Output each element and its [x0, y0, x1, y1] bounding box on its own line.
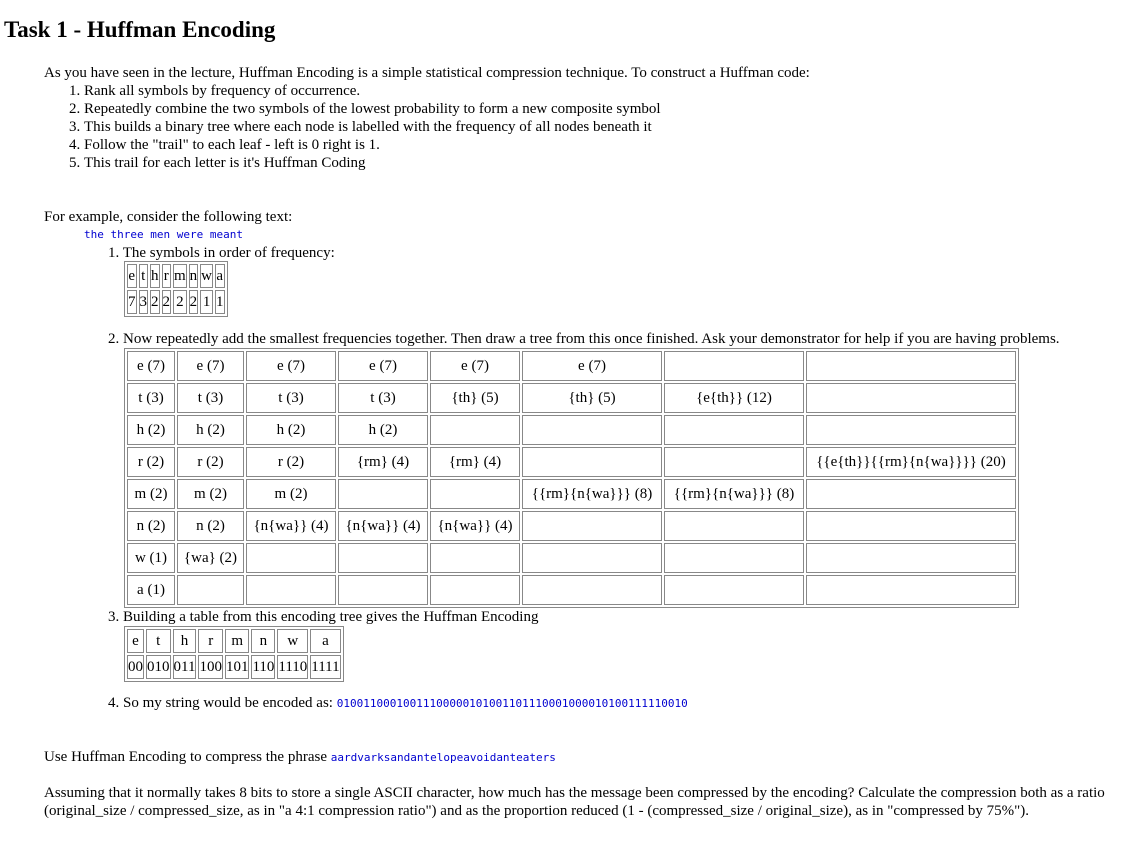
table-cell: w (1): [127, 543, 175, 573]
table-cell: 2: [189, 290, 199, 314]
table-cell: [806, 575, 1016, 605]
table-row: [127, 629, 341, 653]
table-cell: 1: [200, 290, 213, 314]
table-cell: m (2): [127, 479, 175, 509]
table-cell: e: [127, 629, 144, 653]
table-row: [127, 264, 225, 288]
table-cell: [522, 543, 662, 573]
step-3-label: 3. Building a table from this encoding tree gives the Huffman Encoding: [108, 609, 539, 625]
table-cell: 101: [225, 655, 250, 679]
table-cell: a (1): [127, 575, 175, 605]
table-cell: e (7): [127, 351, 175, 381]
table-cell: a: [310, 629, 340, 653]
table-cell: h (2): [177, 415, 244, 445]
table-cell: 7: [127, 290, 137, 314]
table-cell: {th} (5): [522, 383, 662, 413]
table-cell: [338, 479, 428, 509]
table-row: [127, 447, 1016, 477]
table-cell: n: [189, 264, 199, 288]
table-row: [127, 479, 1016, 509]
table-row: [127, 351, 1016, 381]
table-cell: t (3): [177, 383, 244, 413]
table-cell: 110: [251, 655, 275, 679]
table-cell: [430, 543, 520, 573]
table-cell: [522, 415, 662, 445]
table-cell: 00: [127, 655, 144, 679]
table-cell: [806, 351, 1016, 381]
table-cell: [806, 543, 1016, 573]
table-cell: [664, 447, 804, 477]
table-cell: {rm} (4): [338, 447, 428, 477]
table-cell: [430, 479, 520, 509]
table-cell: m: [173, 264, 187, 288]
table-cell: [664, 351, 804, 381]
table-cell: [664, 415, 804, 445]
table-cell: 011: [173, 655, 197, 679]
table-row: [127, 383, 1016, 413]
table-cell: e (7): [430, 351, 520, 381]
table-cell: [430, 415, 520, 445]
table-cell: e: [127, 264, 137, 288]
table-cell: [522, 511, 662, 541]
step-1-label: 1. The symbols in order of frequency:: [108, 245, 335, 261]
table-cell: [806, 415, 1016, 445]
encoding-table: [124, 626, 344, 682]
table-cell: [664, 511, 804, 541]
table-cell: 1110: [277, 655, 308, 679]
table-cell: [338, 543, 428, 573]
table-cell: 1: [215, 290, 225, 314]
step-2-label: 2. Now repeatedly add the smallest frequencies together. Then draw a tree from this once finished. Ask your demonstrator for help if you are having problems.: [108, 331, 1060, 347]
table-row: [127, 575, 1016, 605]
list-item: 1. Rank all symbols by frequency of occurrence.: [84, 82, 1114, 100]
table-cell: e (7): [246, 351, 336, 381]
step-4-text: 4. So my string would be encoded as:: [108, 695, 337, 711]
table-cell: {{rm}{n{wa}}} (8): [522, 479, 662, 509]
table-cell: h (2): [246, 415, 336, 445]
table-cell: m (2): [246, 479, 336, 509]
table-cell: h: [150, 264, 160, 288]
frequency-table: [124, 261, 228, 317]
list-item: 5. This trail for each letter is it's Huffman Coding: [84, 154, 1114, 172]
table-cell: n (2): [177, 511, 244, 541]
table-cell: r: [198, 629, 223, 653]
table-cell: t: [146, 629, 171, 653]
table-cell: 010: [146, 655, 171, 679]
list-item: 3. This builds a binary tree where each node is labelled with the frequency of all nodes beneath it: [84, 118, 1114, 136]
table-row: [127, 543, 1016, 573]
table-cell: {n{wa}} (4): [430, 511, 520, 541]
table-row: [127, 290, 225, 314]
table-cell: [664, 575, 804, 605]
table-cell: [177, 575, 244, 605]
table-cell: h (2): [127, 415, 175, 445]
table-cell: t: [139, 264, 149, 288]
tree-building-table: [124, 348, 1019, 608]
table-cell: 3: [139, 290, 149, 314]
table-cell: m (2): [177, 479, 244, 509]
task-phrase: aardvarksandantelopeavoidanteaters: [330, 751, 556, 764]
list-item: 4. Follow the "trail" to each leaf - left is 0 right is 1.: [84, 136, 1114, 154]
intro-section: [44, 64, 1114, 172]
table-cell: [246, 575, 336, 605]
step-4-label: [108, 694, 688, 713]
table-cell: [806, 479, 1016, 509]
example-text: the three men were meant: [84, 228, 243, 241]
table-cell: [806, 511, 1016, 541]
table-row: [127, 415, 1016, 445]
table-cell: m: [225, 629, 250, 653]
table-row: [127, 511, 1016, 541]
table-cell: [664, 543, 804, 573]
compression-question: Assuming that it normally takes 8 bits to store a single ASCII character, how much has the message been compressed by the encoding? Calculate the compression both as a ratio (original_size / compressed_size, as in "a 4:1 compression ratio") and as the proportion reduced (1 - (compressed_size / original_size), as in "compressed by 75%").: [44, 785, 1105, 819]
table-cell: r (2): [127, 447, 175, 477]
table-cell: w: [200, 264, 213, 288]
table-cell: [522, 447, 662, 477]
table-cell: 2: [173, 290, 187, 314]
table-cell: r: [162, 264, 172, 288]
table-cell: t (3): [127, 383, 175, 413]
table-cell: 2: [150, 290, 160, 314]
table-cell: [806, 383, 1016, 413]
table-cell: [522, 575, 662, 605]
page-title: Task 1 - Huffman Encoding: [4, 17, 276, 42]
example-intro: For example, consider the following text:: [44, 209, 293, 225]
table-cell: e (7): [338, 351, 428, 381]
table-cell: {{rm}{n{wa}}} (8): [664, 479, 804, 509]
table-cell: {rm} (4): [430, 447, 520, 477]
table-cell: {wa} (2): [177, 543, 244, 573]
table-cell: n: [251, 629, 275, 653]
encoded-string: 01001100010011100000101001101110001000010100111110010: [336, 697, 688, 710]
table-cell: e (7): [522, 351, 662, 381]
task-text: Use Huffman Encoding to compress the phrase: [44, 749, 331, 765]
table-cell: 1111: [310, 655, 340, 679]
table-cell: [246, 543, 336, 573]
intro-steps-list: [44, 82, 1114, 172]
table-cell: {n{wa}} (4): [338, 511, 428, 541]
table-cell: t (3): [246, 383, 336, 413]
table-cell: r (2): [177, 447, 244, 477]
table-cell: {th} (5): [430, 383, 520, 413]
table-cell: 100: [198, 655, 223, 679]
table-cell: 2: [162, 290, 172, 314]
table-cell: {n{wa}} (4): [246, 511, 336, 541]
table-cell: {{e{th}}{{rm}{n{wa}}}} (20): [806, 447, 1016, 477]
table-cell: [338, 575, 428, 605]
table-cell: [430, 575, 520, 605]
table-cell: h (2): [338, 415, 428, 445]
table-row: [127, 655, 341, 679]
table-cell: r (2): [246, 447, 336, 477]
table-cell: {e{th}} (12): [664, 383, 804, 413]
table-cell: a: [215, 264, 225, 288]
table-cell: n (2): [127, 511, 175, 541]
table-cell: e (7): [177, 351, 244, 381]
table-cell: w: [277, 629, 308, 653]
task-instruction: [44, 748, 556, 767]
list-item: 2. Repeatedly combine the two symbols of the lowest probability to form a new composite symbol: [84, 100, 1114, 118]
table-cell: t (3): [338, 383, 428, 413]
intro-text: As you have seen in the lecture, Huffman Encoding is a simple statistical compression technique. To construct a Huffman code:: [44, 65, 810, 81]
table-cell: h: [173, 629, 197, 653]
